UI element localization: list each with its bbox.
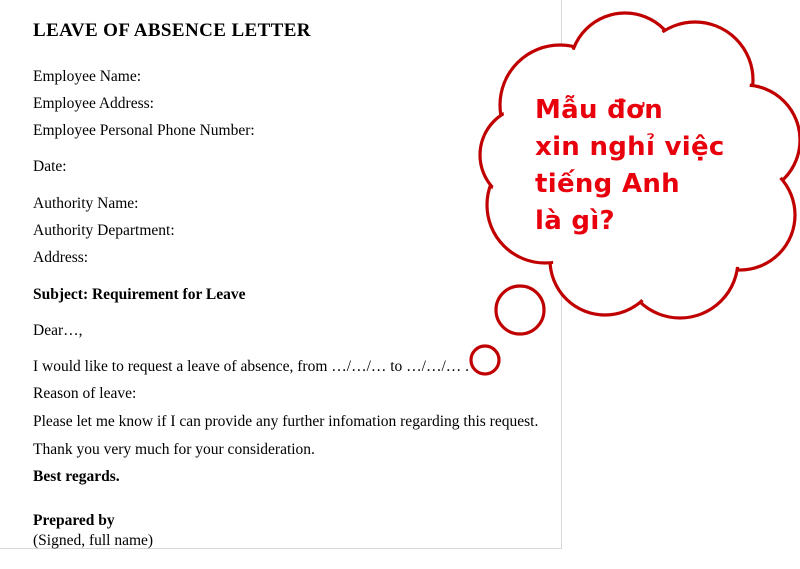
letter-line-authority-name: Authority Name: [33,195,139,212]
thought-bubble-text-line-2: xin nghỉ việc [535,131,725,162]
letter-line-employee-address: Employee Address: [33,95,154,112]
page-title: LEAVE OF ABSENCE LETTER [33,20,311,41]
letter-line-date: Date: [33,158,67,175]
letter-line-employee-phone: Employee Personal Phone Number: [33,122,255,139]
letter-line-salutation: Dear…, [33,322,83,339]
thought-bubble [440,10,800,400]
letter-line-prepared-by: Prepared by [33,512,115,529]
letter-line-address: Address: [33,249,89,266]
letter-line-authority-department: Authority Department: [33,222,175,239]
letter-line-signature-note: (Signed, full name) [33,532,154,549]
thought-bubble-text [535,92,765,240]
letter-line-thanks: Thank you very much for your consideration. [33,441,315,458]
letter-line-reason: Reason of leave: [33,385,137,402]
letter-line-further-information: Please let me know if I can provide any further infomation regarding this request. [33,413,539,430]
letter-line-best-regards: Best regards. [33,468,120,485]
thought-bubble-text-line-4: là gì? [535,205,615,236]
letter-line-subject: Subject: Requirement for Leave [33,286,246,303]
thought-bubble-text-line-3: tiếng Anh [535,168,680,199]
thought-bubble-text-line-1: Mẫu đơn [535,95,664,125]
letter-line-employee-name: Employee Name: [33,68,142,85]
letter-line-request: I would like to request a leave of absence, from …/…/… to …/…/… . [33,358,470,375]
